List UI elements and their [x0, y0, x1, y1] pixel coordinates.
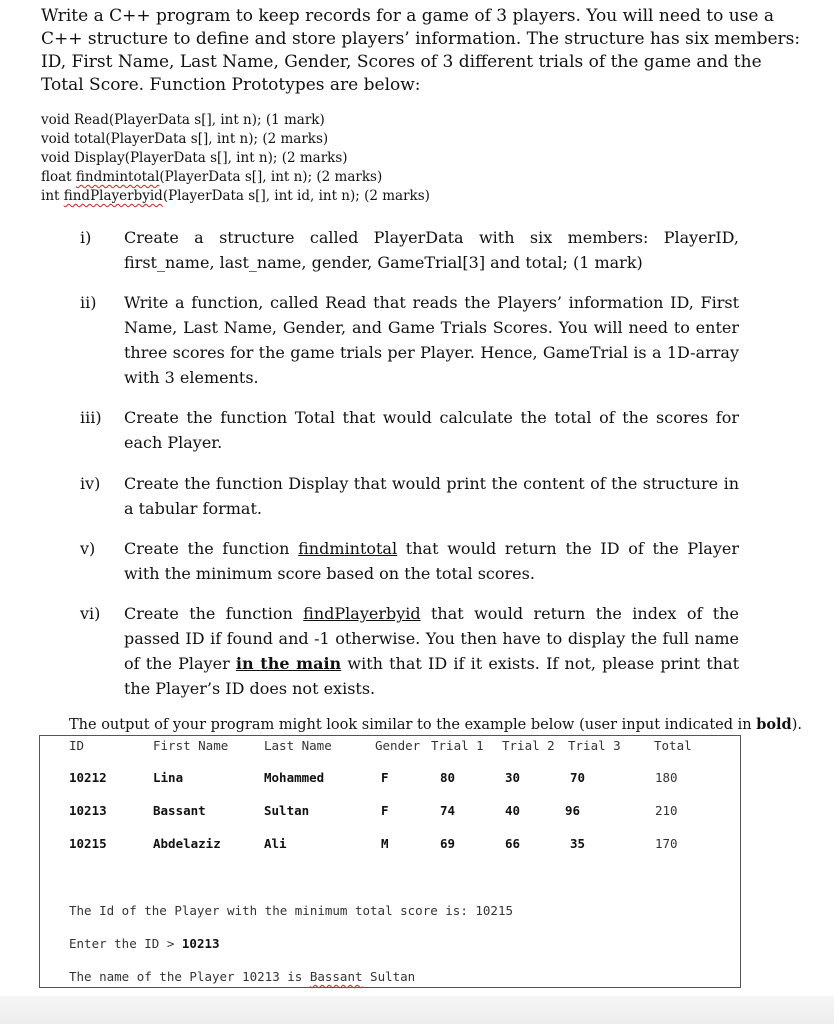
assignment-intro: Write a C++ program to keep records for a game of 3 players. You will need to use a C++ structure to define and store players’ information. The structure has six members: ID, First Name, Last Name, Gender, Scores of 3 different trials of the game and the Total Score. Function Prototypes are below: [41, 6, 801, 95]
row1-first-name: Lina [153, 770, 184, 785]
question-ii [80, 290, 745, 390]
row3-trial-1: 69 [440, 836, 456, 851]
output-intro: The output of your program might look similar to the example below (user input indicated in bold). [69, 716, 802, 733]
row3-trial-3: 35 [570, 836, 586, 851]
question-iii [80, 405, 745, 455]
min-total-line: The Id of the Player with the minimum total score is: 10215 [69, 903, 514, 918]
col-header-trial-3: Trial 3 [568, 738, 621, 753]
function-prototypes [41, 111, 641, 206]
row1-gender: F [381, 770, 389, 785]
row3-total: 170 [655, 836, 678, 851]
row3-last-name: Ali [264, 836, 287, 851]
function-name-findmintotal: findmintotal [298, 539, 398, 558]
enter-id-line: Enter the ID > 10213 [69, 936, 220, 951]
question-text: Create the function findmintotal that would return the ID of the Player with the minimum score based on the total scores. [124, 539, 740, 583]
row1-id: 10212 [69, 770, 107, 785]
row2-last-name: Sultan [264, 803, 310, 818]
question-number: i) [80, 228, 92, 247]
question-text: Create the function Total that would calculate the total of the scores for each Player. [124, 408, 739, 452]
col-header-id: ID [69, 738, 85, 753]
prototype-findplayerbyid: int findPlayerbyid(PlayerData s[], int id, int n); (2 marks) [41, 188, 430, 204]
question-number: v) [80, 539, 96, 558]
col-header-trial-1: Trial 1 [431, 738, 484, 753]
row1-last-name: Mohammed [264, 770, 325, 785]
row3-gender: M [381, 836, 389, 851]
col-header-first-name: First Name [153, 738, 229, 753]
row2-total: 210 [655, 803, 678, 818]
question-text: Create the function Display that would print the content of the structure in a tabular format. [124, 474, 739, 518]
col-header-gender: Gender [375, 738, 421, 753]
user-input-id: 10213 [181, 936, 220, 951]
player-name-line: The name of the Player 10213 is Bassant Sultan [69, 969, 416, 984]
row3-trial-2: 66 [505, 836, 521, 851]
question-text: Create the function findPlayerbyid that would return the index of the passed ID if found and -1 otherwise. You then have to display the full name of the Player in the main with that ID if it exists. If not, please print that the Player’s ID does not exists. [124, 604, 740, 698]
emphasis-in-the-main: in the main [235, 654, 342, 673]
question-text: Write a function, called Read that reads the Players’ information ID, First Name, Last Name, Gender, and Game Trials Scores. You will need to enter three scores for the game trials per Player. Hence, GameTrial is a 1D-array with 3 elements. [124, 293, 739, 387]
question-number: ii) [80, 293, 97, 312]
row2-first-name: Bassant [153, 803, 206, 818]
row2-trial-2: 40 [505, 803, 521, 818]
row1-trial-2: 30 [505, 770, 521, 785]
row2-gender: F [381, 803, 389, 818]
row1-trial-1: 80 [440, 770, 456, 785]
question-v [80, 536, 745, 586]
question-vi [80, 601, 745, 701]
row1-trial-3: 70 [570, 770, 586, 785]
prototype-read: void Read(PlayerData s[], int n); (1 mark) [41, 112, 325, 128]
spellcheck-findmintotal: findmintotal [75, 169, 160, 185]
question-iv [80, 471, 745, 521]
question-text: Create a structure called PlayerData with six members: PlayerID, first_name, last_name, gender, GameTrial[3] and total; (1 mark) [124, 228, 739, 272]
prototype-findmintotal: float findmintotal(PlayerData s[], int n); (2 marks) [41, 169, 383, 185]
question-number: iii) [80, 408, 102, 427]
bold-word: bold [756, 716, 792, 733]
col-header-last-name: Last Name [264, 738, 332, 753]
console-output [39, 735, 741, 988]
function-name-findplayerbyid: findPlayerbyid [303, 604, 421, 623]
row3-id: 10215 [69, 836, 107, 851]
page-bottom-strip [0, 996, 834, 1024]
spellcheck-bassant: Bassant [309, 969, 363, 984]
col-header-total: Total [654, 738, 692, 753]
row2-id: 10213 [69, 803, 107, 818]
question-number: iv) [80, 474, 101, 493]
row1-total: 180 [655, 770, 678, 785]
row2-trial-3: 96 [565, 803, 581, 818]
question-number: vi) [80, 604, 101, 623]
row3-first-name: Abdelaziz [153, 836, 221, 851]
prototype-total: void total(PlayerData s[], int n); (2 marks) [41, 131, 329, 147]
col-header-trial-2: Trial 2 [502, 738, 555, 753]
spellcheck-findplayerbyid: findPlayerbyid [63, 188, 163, 204]
question-i [80, 225, 745, 275]
prototype-display: void Display(PlayerData s[], int n); (2 marks) [41, 150, 348, 166]
row2-trial-1: 74 [440, 803, 456, 818]
